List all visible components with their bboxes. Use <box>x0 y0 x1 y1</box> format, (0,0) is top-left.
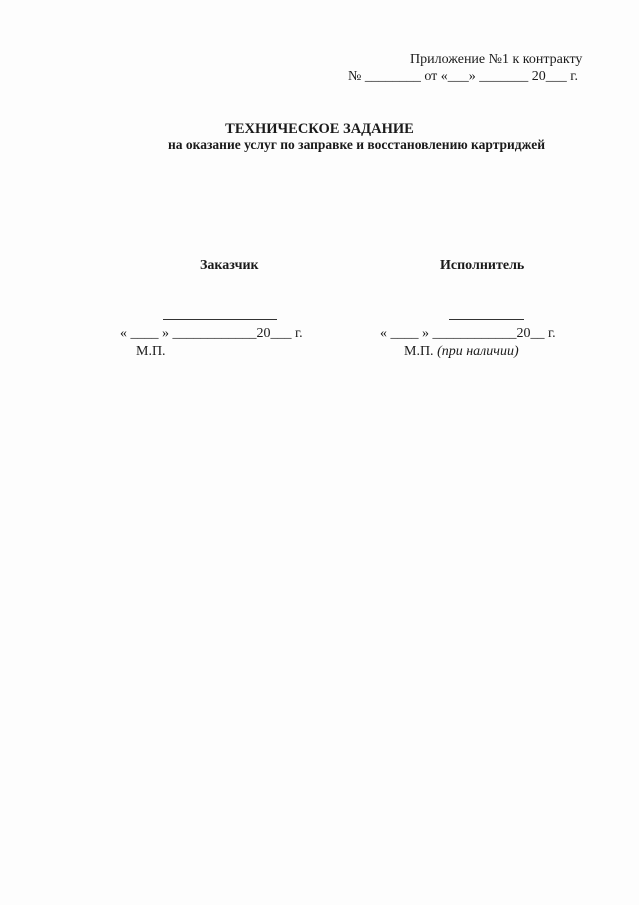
document-title: ТЕХНИЧЕСКОЕ ЗАДАНИЕ <box>225 121 414 137</box>
customer-date-line: « ____ » ____________20___ г. <box>120 326 303 341</box>
document-subtitle: на оказание услуг по заправке и восстановлению картриджей <box>168 137 545 152</box>
contractor-signature-line <box>449 319 524 320</box>
contractor-stamp-note: (при наличии) <box>437 344 519 359</box>
contract-reference: № ________ от «___» _______ 20___ г. <box>348 69 578 84</box>
contractor-stamp-block <box>404 344 519 360</box>
customer-heading: Заказчик <box>200 258 259 273</box>
contractor-heading: Исполнитель <box>440 258 525 273</box>
customer-signature-line <box>163 319 277 320</box>
contractor-date-line: « ____ » ____________20__ г. <box>380 326 556 341</box>
customer-stamp-label: М.П. <box>136 344 166 359</box>
contractor-stamp-label: М.П. <box>404 344 434 359</box>
appendix-label: Приложение №1 к контракту <box>410 52 583 67</box>
